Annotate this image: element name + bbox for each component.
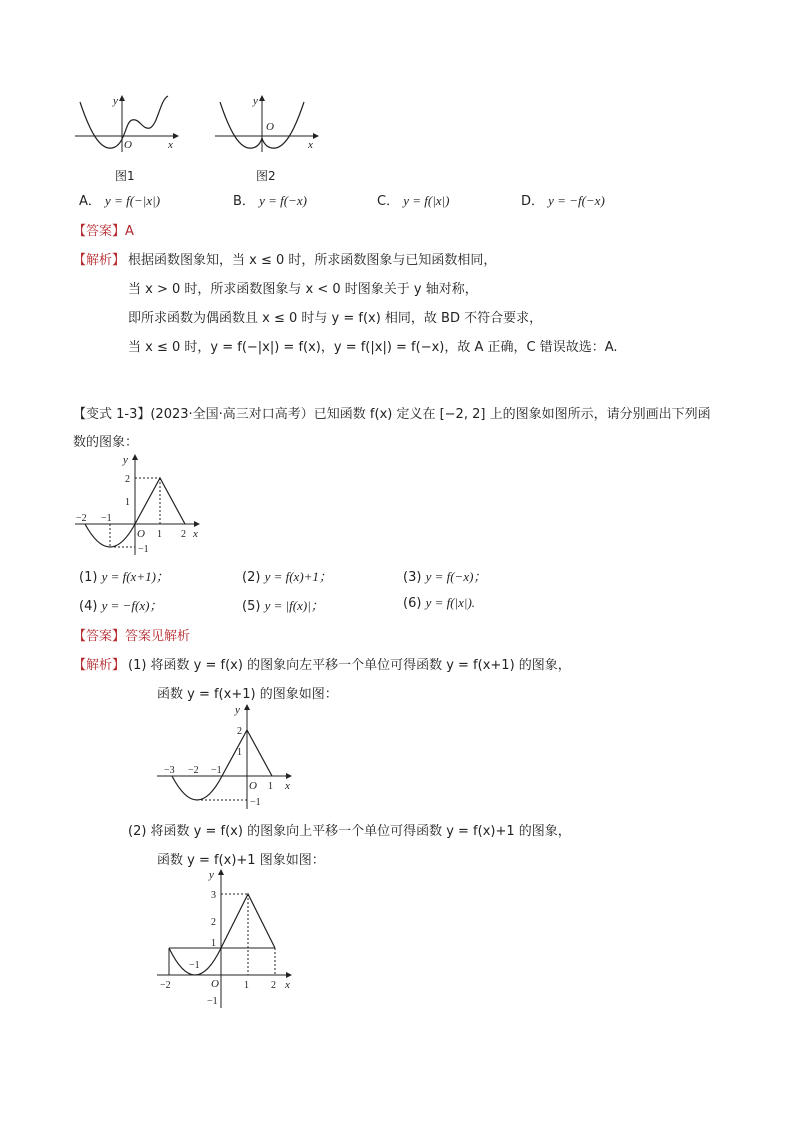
tick-x: 1 xyxy=(244,980,249,991)
tick-x: 2 xyxy=(271,980,276,991)
option-formula: y = f(|x|) xyxy=(403,193,450,208)
origin-label: O xyxy=(124,139,132,151)
tick-y: 1 xyxy=(211,938,216,949)
question-header: 【变式 1-3】(2023·全国·高三对口高考）已知函数 f(x) 定义在 [−2, 2] 上的图象如图所示，请分别画出下列函 xyxy=(73,407,711,422)
svg-text:x: x xyxy=(285,979,290,991)
solution-1-line-2: 函数 y = f(x+1) 的图象如图： xyxy=(157,687,338,702)
option-formula: y = −f(−x) xyxy=(548,193,605,208)
axis-x-label: x xyxy=(308,139,313,151)
axis-x-label: x xyxy=(193,528,198,540)
tick-x: −2 xyxy=(188,765,199,776)
option-letter: A． xyxy=(79,194,101,209)
part-5 xyxy=(242,595,324,614)
answer-value: A xyxy=(125,224,134,239)
part-num: (2) xyxy=(242,570,261,585)
figure-2 xyxy=(210,92,325,154)
origin-label: O xyxy=(266,121,274,133)
answer-line-2 xyxy=(73,625,190,644)
tick-x: −3 xyxy=(164,765,175,776)
part-num: (6) xyxy=(403,596,422,611)
tick-y: 2 xyxy=(125,474,130,485)
origin-label: O xyxy=(137,528,145,540)
answer-line xyxy=(73,220,134,239)
tick-y: 1 xyxy=(237,747,242,758)
tick-y: −1 xyxy=(207,996,218,1007)
option-formula: y = f(−|x|) xyxy=(105,193,161,208)
part-2 xyxy=(242,566,332,585)
tick-x: −1 xyxy=(211,765,222,776)
graph-solution-1 xyxy=(155,703,295,811)
part-3 xyxy=(403,566,486,585)
analysis-tag: 【解析】 xyxy=(73,253,126,268)
part-num: (3) xyxy=(403,570,422,585)
part-formula: y = f(−x)； xyxy=(425,569,487,584)
analysis-line-3: 即所求函数为偶函数且 x ≤ 0 时与 y = f(x) 相同，故 BD 不符合要求， xyxy=(128,311,543,326)
option-a xyxy=(79,190,160,209)
part-formula: y = f(x+1)； xyxy=(101,569,169,584)
tick-y: 2 xyxy=(237,726,242,737)
option-letter: C． xyxy=(377,194,400,209)
answer-tag: 【答案】 xyxy=(73,629,126,644)
option-formula: y = f(−x) xyxy=(259,193,307,208)
question-header-2: 数的图象： xyxy=(73,435,139,450)
part-4 xyxy=(79,595,162,614)
analysis-line-1: 根据函数图象知，当 x ≤ 0 时，所求函数图象与已知函数相同， xyxy=(128,253,497,268)
axis-x-label: x xyxy=(168,139,173,151)
axis-y-label: y xyxy=(253,95,258,107)
tick-x: −1 xyxy=(101,513,112,524)
option-d xyxy=(521,190,605,209)
tick-x: −2 xyxy=(160,980,171,991)
tick-x: −2 xyxy=(76,513,87,524)
tick-y: 1 xyxy=(125,497,130,508)
tick-x: 1 xyxy=(268,781,273,792)
analysis-line-2: 当 x > 0 时，所求函数图象与 x < 0 时图象关于 y 轴对称， xyxy=(128,282,478,297)
option-letter: D． xyxy=(521,194,545,209)
part-formula: y = |f(x)|； xyxy=(264,598,324,613)
tick-y: 2 xyxy=(211,917,216,928)
part-formula: y = −f(x)； xyxy=(101,598,163,613)
part-1 xyxy=(79,566,169,585)
part-formula: y = f(|x|). xyxy=(425,595,476,610)
tick-y: 3 xyxy=(211,890,216,901)
figure-1 xyxy=(70,92,185,154)
option-c xyxy=(377,190,449,209)
solution-2-line-1: (2) 将函数 y = f(x) 的图象向上平移一个单位可得函数 y = f(x)+1 的图象， xyxy=(128,824,571,839)
answer-value: 答案见解析 xyxy=(125,629,191,644)
solution-1-line-1: (1) 将函数 y = f(x) 的图象向左平移一个单位可得函数 y = f(x+1) 的图象， xyxy=(128,658,571,673)
tick-y: −1 xyxy=(138,544,149,555)
svg-text:O: O xyxy=(249,780,257,792)
svg-text:O: O xyxy=(211,978,219,990)
part-num: (5) xyxy=(242,599,261,614)
option-b xyxy=(233,190,307,209)
part-6 xyxy=(403,595,475,611)
option-letter: B． xyxy=(233,194,255,209)
tick-x: 1 xyxy=(157,529,162,540)
svg-text:y: y xyxy=(209,869,214,881)
part-formula: y = f(x)+1； xyxy=(264,569,332,584)
graph-main xyxy=(73,453,203,558)
answer-tag: 【答案】 xyxy=(73,224,126,239)
analysis-line-4: 当 x ≤ 0 时，y = f(−|x|) = f(x)，y = f(|x|) = f(−x)，故 A 正确，C 错误故选：A. xyxy=(128,340,618,355)
part-num: (4) xyxy=(79,599,98,614)
axis-y-label: y xyxy=(123,454,128,466)
graph-solution-2 xyxy=(155,868,295,1011)
tick-x: 2 xyxy=(181,529,186,540)
figure-1-caption: 图1 xyxy=(115,169,135,183)
analysis-tag-2: 【解析】 xyxy=(73,658,126,673)
part-num: (1) xyxy=(79,570,98,585)
svg-text:x: x xyxy=(285,780,290,792)
tick-y: −1 xyxy=(189,960,200,971)
tick-y: −1 xyxy=(250,797,261,808)
svg-text:y: y xyxy=(235,704,240,716)
solution-2-line-2: 函数 y = f(x)+1 图象如图： xyxy=(157,853,325,868)
figure-2-caption: 图2 xyxy=(256,169,276,183)
axis-y-label: y xyxy=(113,95,118,107)
